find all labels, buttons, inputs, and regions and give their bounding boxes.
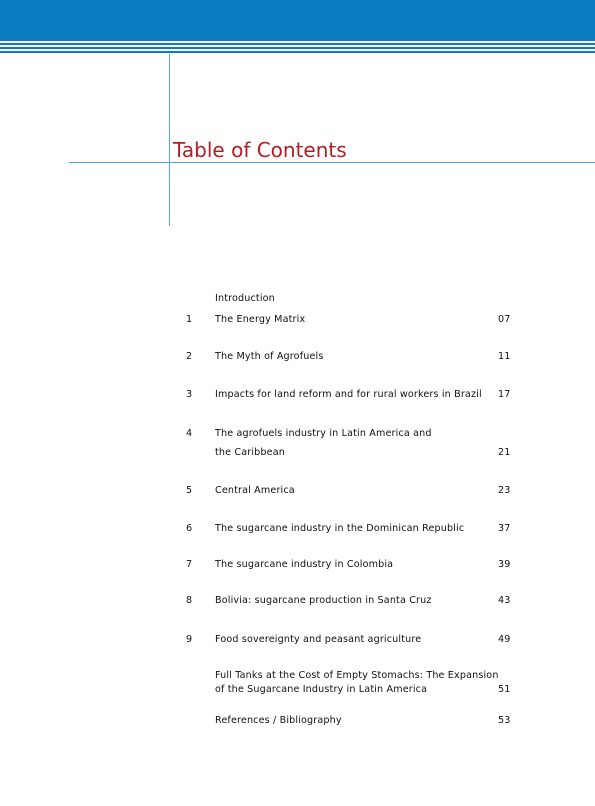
toc-entry-number: 4 — [186, 428, 193, 439]
page-title: Table of Contents — [173, 138, 347, 162]
toc-entry-page: 53 — [498, 715, 511, 726]
toc-entry-label[interactable]: Central America — [215, 485, 295, 496]
toc-entry-number: 1 — [186, 314, 193, 325]
toc-entry-number: 5 — [186, 485, 193, 496]
toc-entry-label[interactable]: Full Tanks at the Cost of Empty Stomachs: The Expansion — [215, 670, 499, 681]
toc-entry-number: 6 — [186, 523, 193, 534]
toc-entry-label[interactable]: Introduction — [215, 293, 275, 304]
toc-entry-number: 3 — [186, 389, 193, 400]
toc-entry-page: 17 — [498, 389, 511, 400]
toc-entry-page: 39 — [498, 559, 511, 570]
toc-entry-label[interactable]: References / Bibliography — [215, 715, 342, 726]
toc-entry-label[interactable]: The agrofuels industry in Latin America and — [215, 428, 432, 439]
toc-entry-number: 8 — [186, 595, 193, 606]
toc-entry-label[interactable]: The sugarcane industry in Colombia — [215, 559, 394, 570]
toc-entry-page: 43 — [498, 595, 511, 606]
toc-entry-label[interactable]: Food sovereignty and peasant agriculture — [215, 634, 422, 645]
toc-entry-page: 21 — [498, 447, 511, 458]
toc-entry-page: 51 — [498, 684, 511, 695]
toc-entry-label[interactable]: The sugarcane industry in the Dominican Republic — [215, 523, 465, 534]
toc-entry-page: 37 — [498, 523, 511, 534]
toc-entry-number: 7 — [186, 559, 193, 570]
toc-entry-label[interactable]: The Energy Matrix — [215, 314, 306, 325]
toc-entry-label[interactable]: Impacts for land reform and for rural workers in Brazil — [215, 389, 482, 400]
toc-entry-page: 49 — [498, 634, 511, 645]
toc-entry-label-continued[interactable]: the Caribbean — [215, 447, 285, 458]
toc-entry-label[interactable]: The Myth of Agrofuels — [215, 351, 324, 362]
toc-entry-number: 9 — [186, 634, 193, 645]
toc-entry-page: 23 — [498, 485, 511, 496]
toc-entry-label-continued[interactable]: of the Sugarcane Industry in Latin America — [215, 684, 428, 695]
toc-entry-page: 07 — [498, 314, 511, 325]
toc-entry-page: 11 — [498, 351, 511, 362]
toc-entry-label[interactable]: Bolivia: sugarcane production in Santa Cruz — [215, 595, 432, 606]
toc-entry-number: 2 — [186, 351, 193, 362]
